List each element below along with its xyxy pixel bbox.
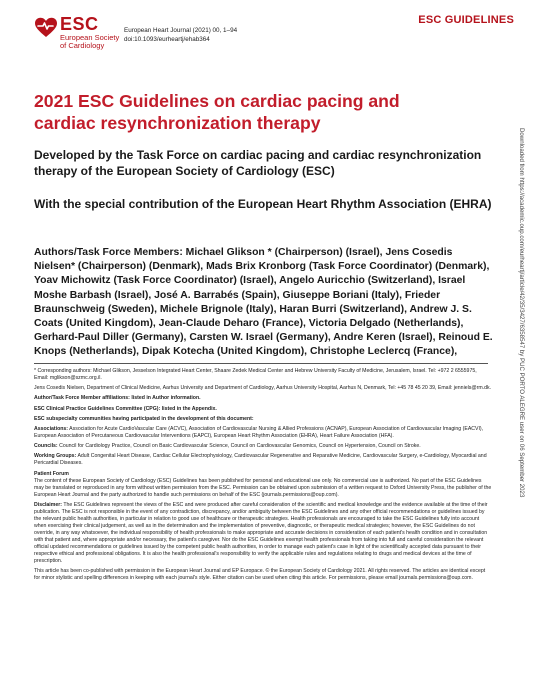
working-groups-text: Adult Congenital Heart Disease, Cardiac Cellular Electrophysiology, Cardiovascular Regenerative and Reparative Medicine, Cardiovascular Surgery, e-Cardiology, Myocardial and Pericardial Diseases. (34, 453, 487, 467)
document-subtitle: Developed by the Task Force on cardiac pacing and cardiac resynchronization therapy of the European Society of Cardiology (ESC) (34, 148, 482, 178)
content-notice: The content of these European Society of Cardiology (ESC) Guidelines has been published for personal and educational use only. No commercial use is authorized. No part of the ESC Guidelines may be translated or reproduced in any form without written permission from the ESC. Permission can be obtained upon submission of a written request to Oxford University Press, the publisher of the European Heart Journal and the party authorized to handle such permissions on behalf of the ESC (journals.permissions@oup.com). (34, 477, 492, 498)
disclaimer-paragraph (34, 502, 492, 565)
working-groups-paragraph (34, 453, 492, 467)
corresponding-author-1: * Corresponding authors: Michael Glikson, Jesselson Integrated Heart Center, Shaare Zedek Medical Center and Hebrew University Faculty of Medicine, Jerusalem, Israel. Tel: +972 2 6555975, Email: mglikson@szmc.org.il. (34, 368, 477, 381)
footnote-divider (34, 363, 488, 364)
download-watermark-text: Downloaded from https://academic.oup.com/eurheartj/article/42/35/3427/6358547 by PUC PORTO ALEGRE user on 06 September 2023 (518, 128, 525, 498)
councils-label: Councils: (34, 443, 58, 450)
subspecialty-note: ESC subspecialty communities having participated in the development of this document: (34, 415, 254, 422)
footnotes (34, 368, 492, 585)
disclaimer-text: The ESC Guidelines represent the views of the ESC and were produced after careful consideration of the scientific and medical knowledge and the evidence available at the time of their publication. The ESC is not responsible in the event of any contradiction, discrepancy, and/or ambiguity between the ESC Guidelines and any other official recommendations or guidelines issued by the relevant public health authorities, in particular in relation to good use of healthcare or therapeutic strategies. Health professionals are encouraged to take the ESC Guidelines fully into account when exercising their clinical judgement, as well as in the determination and the implementation of preventive, diagnostic, or therapeutic medical strategies; however, the ESC Guidelines do not override, in any way whatsoever, the individual responsibility of health professionals to make appropriate and accurate decisions in consideration of each patient's health condition and in consultation with that patient and, where appropriate and/or necessary, the patient's caregiver. Nor do the ESC Guidelines exempt health professionals from taking into full and careful consideration the relevant official updated recommendations or guidelines issued by the competent public health authorities, in order to manage each patient's case in light of the scientifically accepted data pursuant to their respective ethical and professional obligations. It is also the health professional's responsibility to verify the applicable rules and regulations relating to drugs and medical devices at the time of prescription. (34, 501, 488, 564)
guidelines-badge: ESC GUIDELINES (418, 14, 514, 26)
download-watermark (516, 128, 528, 588)
doi-text: doi:10.1093/eurheartj/ehab364 (124, 35, 210, 43)
patient-forum-label: Patient Forum (34, 470, 69, 477)
working-groups-label: Working Groups: (34, 453, 77, 460)
disclaimer-label: Disclaimer: (34, 501, 62, 508)
society-name (60, 34, 119, 50)
copublished-notice: This article has been co-published with permission in the European Heart Journal and EP Europace. © the European Society of Cardiology 2021. All rights reserved. The articles are identical except for minor stylistic and spelling differences in keeping with each journal's style. Either citation can be used when citing this article. For permissions, please email journals.permissions@oup.com. (34, 567, 486, 581)
heart-icon (34, 16, 58, 40)
associations-label: Associations: (34, 425, 69, 432)
associations-paragraph (34, 426, 492, 440)
corresponding-author-2: Jens Cosedis Nielsen, Department of Clinical Medicine, Aarhus University and Department of Cardiology, Aarhus University Hospital, Aarhus N, Denmark, Tel: +45 78 45 20 39, Email: jenniels@rm.dk. (34, 385, 492, 392)
councils-paragraph (34, 443, 492, 450)
society-line-2: of Cardiology (60, 41, 105, 50)
special-contribution: With the special contribution of the European Heart Rhythm Association (EHRA) (34, 197, 492, 211)
society-line-1: European Society (60, 33, 120, 42)
affiliations-note: Author/Task Force Member affiliations: listed in Author information. (34, 395, 201, 402)
journal-citation: European Heart Journal (2021) 00, 1–94 (124, 27, 238, 34)
document-title: 2021 ESC Guidelines on cardiac pacing and cardiac resynchronization therapy (34, 91, 400, 133)
author-list: Authors/Task Force Members: Michael Glikson * (Chairperson) (Israel), Jens Cosedis Nielsen* (Chairperson) (Denmark), Mads Brix Kronborg (Task Force Coordinator) (Denmark), Yoav Michowitz (Task Force Coordinator) (Israel), Angelo Auricchio (Switzerland), Israel Moshe Barbash (Israel), José A. Barrabés (Spain), Giuseppe Boriani (Italy), Frieder Braunschweig (Sweden), Michele Brignole (Italy), Haran Burri (Switzerland), Andrew J. S. Coats (United Kingdom), Jean-Claude Deharo (France), Victoria Delgado (Netherlands), Gerhard-Paul Diller (Germany), Carsten W. Israel (Germany), Andre Keren (Israel), Reinoud E. Knops (Netherlands), Dipak Kotecha (United Kingdom), Christophe Leclercq (France), (34, 247, 493, 358)
associations-text: Association for Acute CardioVascular Care (ACVC), Association of Cardiovascular Nursing & Allied Professions (ACNAP), European Association of Cardiovascular Imaging (EACVI), European Association of Percutaneous Cardiovascular Interventions (EAPCI), European Heart Rhythm Association (EHRA), Heart Failure Association (HFA). (34, 425, 484, 439)
cpg-note: ESC Clinical Practice Guidelines Committee (CPG): listed in the Appendix. (34, 405, 217, 412)
journal-citation-block (124, 27, 237, 44)
logo-text: ESC (60, 14, 99, 34)
councils-text: Council for Cardiology Practice, Council on Basic Cardiovascular Science, Council on Cardiovascular Genomics, Council on Hypertension, Council on Stroke. (59, 443, 421, 450)
